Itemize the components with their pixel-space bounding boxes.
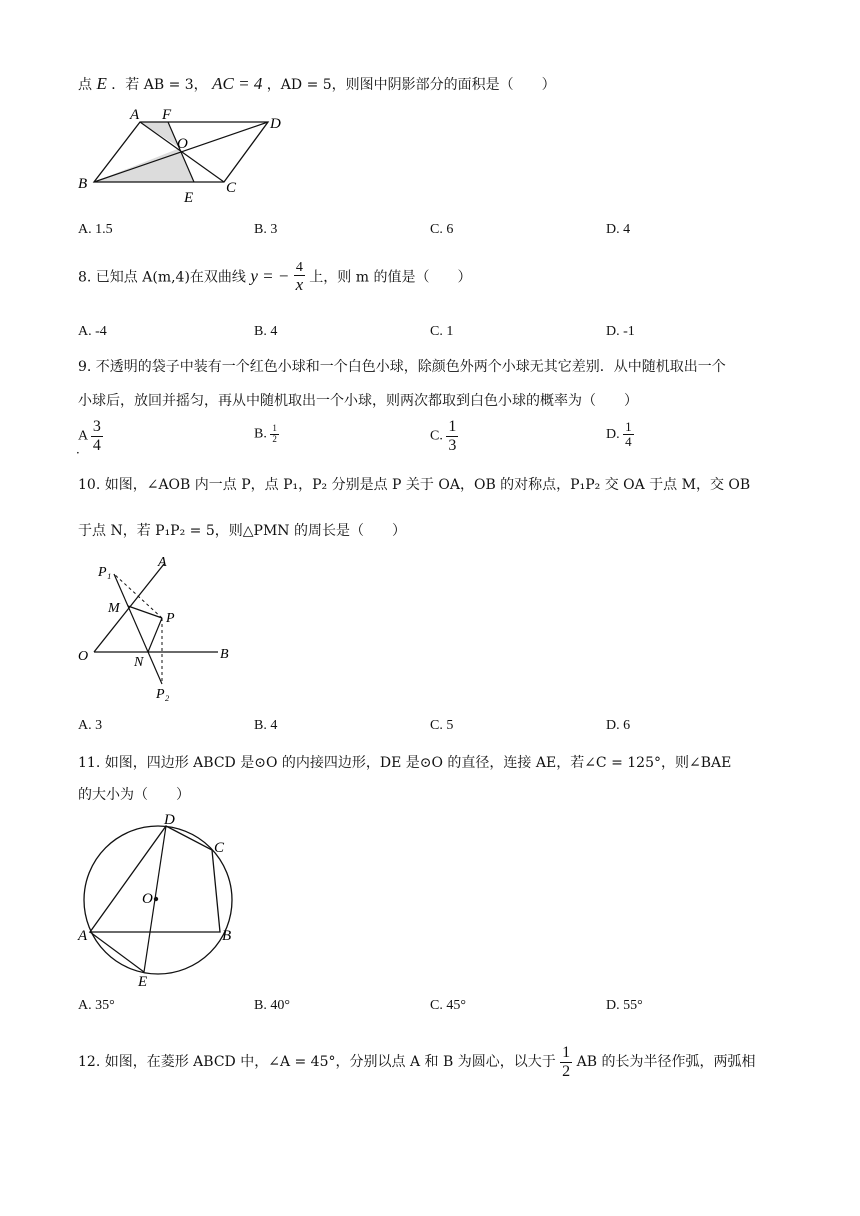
q12-stem <box>78 1044 755 1080</box>
q7-stem <box>78 74 556 94</box>
q7-stem-ac: AC = 4 <box>212 74 263 93</box>
q12-fraction-num: 1 <box>562 1044 571 1061</box>
q11-line-1: 11. 如图，四边形 ABCD 是⊙O 的内接四边形，DE 是⊙O 的直径，连接 AE，若∠C = 125°，则∠BAE <box>78 755 732 771</box>
q10-label-p1: P₁ <box>98 565 112 580</box>
q8-eq-y: y = − <box>250 266 290 286</box>
q10-dashed-pp1 <box>114 574 162 618</box>
q7-stem-point-e: E <box>96 74 107 93</box>
q9-option-d-label: D. <box>606 427 620 443</box>
q11-center-dot <box>154 897 158 901</box>
q8-option-b[interactable]: B. 4 <box>254 324 278 339</box>
q7-label-c: C <box>226 180 237 196</box>
q7-label-a: A <box>130 107 140 123</box>
q12-stem-part-a: 12. 如图，在菱形 ABCD 中，∠A = 45°，分别以点 A 和 B 为圆心，以大于 <box>78 1054 556 1071</box>
q11-option-c[interactable]: C. 45° <box>430 998 466 1013</box>
q12-fraction <box>560 1044 572 1080</box>
q9-line-2: 小球后，放回并摇匀，再从中随机取出一个小球，则两次都取到白色小球的概率为（ ） <box>78 393 638 409</box>
q11-line-2: 的大小为（ ） <box>78 787 190 803</box>
q9-option-d[interactable] <box>606 420 634 450</box>
q12-fraction-den: 2 <box>562 1062 571 1080</box>
q11-label-b: B <box>222 928 232 944</box>
q9-line-1: 9. 不透明的袋子中装有一个红色小球和一个白色小球，除颜色外两个小球无其它差别．从中随机取出一个 <box>78 359 726 375</box>
q7-option-a[interactable]: A. 1.5 <box>78 222 113 237</box>
q7-stem-part-b: ．若 AB = 3， <box>111 77 208 93</box>
q7-label-b: B <box>78 176 88 192</box>
q10-label-n: N <box>134 655 144 670</box>
q9-option-a-num: 3 <box>92 418 101 435</box>
q8-option-d[interactable]: D. -1 <box>606 324 635 339</box>
q11-option-a[interactable]: A. 35° <box>78 998 115 1013</box>
q10-label-m: M <box>108 601 120 616</box>
q11-quadrilateral-abcd <box>90 826 220 932</box>
q8-eq-fraction <box>294 260 305 295</box>
q11-segment-ae <box>90 932 144 972</box>
q10-line-1: 10. 如图，∠AOB 内一点 P，点 P₁，P₂ 分别是点 P 关于 OA，OB 的对称点，P₁P₂ 交 OA 于点 M，交 OB <box>78 477 751 493</box>
q7-label-d: D <box>270 116 281 132</box>
q9-option-a-label: A <box>78 428 88 444</box>
q10-segment-pn <box>148 618 162 652</box>
q10-option-c[interactable]: C. 5 <box>430 718 454 733</box>
q7-label-o: O <box>177 136 188 152</box>
q9-option-d-num: 1 <box>625 419 632 434</box>
q7-label-e: E <box>184 190 194 206</box>
q9-option-b[interactable] <box>254 424 279 445</box>
q10-label-p: P <box>166 611 175 626</box>
q10-label-p2: P₂ <box>156 687 170 702</box>
q7-parallelogram-figure <box>76 104 296 208</box>
q8-eq-numerator: 4 <box>295 260 303 275</box>
q7-stem-part-a: 点 <box>78 77 92 93</box>
q8-eq-denominator: x <box>295 275 304 295</box>
q11-label-a: A <box>78 928 88 944</box>
q9-option-a-dot: ． <box>76 442 89 456</box>
q7-option-b[interactable]: B. 3 <box>254 222 278 237</box>
q10-option-b[interactable]: B. 4 <box>254 718 278 733</box>
q8-stem <box>78 260 471 295</box>
q10-line-2: 于点 N，若 P₁P₂ = 5，则△PMN 的周长是（ ） <box>78 523 406 539</box>
q10-label-o: O <box>78 649 89 664</box>
q7-stem-part-d: ，AD = 5，则图中阴影部分的面积是（ ） <box>266 77 556 93</box>
q8-stem-part-b: 上，则 m 的值是（ ） <box>309 269 472 286</box>
q11-option-b[interactable]: B. 40° <box>254 998 290 1013</box>
q9-option-c-num: 1 <box>448 418 457 435</box>
q10-label-b: B <box>220 647 229 662</box>
q10-segment-pm <box>128 606 162 618</box>
q12-stem-part-b: AB 的长为半径作弧，两弧相 <box>576 1054 756 1071</box>
q11-label-o: O <box>142 891 153 907</box>
q9-option-c-label: C. <box>430 428 443 444</box>
q8-option-a[interactable]: A. -4 <box>78 324 107 339</box>
q9-option-c-fraction <box>446 418 458 454</box>
q11-label-c: C <box>214 840 225 856</box>
q9-option-a-den: 4 <box>92 436 101 454</box>
q9-option-d-fraction <box>623 420 634 450</box>
q9-option-d-den: 4 <box>625 434 632 450</box>
q9-option-b-den: 2 <box>272 433 277 444</box>
q10-option-d[interactable]: D. 6 <box>606 718 631 733</box>
q11-circle-figure <box>76 808 252 988</box>
q11-option-d[interactable]: D. 55° <box>606 998 643 1013</box>
q7-option-d[interactable]: D. 4 <box>606 222 631 237</box>
q9-option-b-num: 1 <box>272 423 277 433</box>
q11-label-e: E <box>138 974 148 988</box>
q10-label-a: A <box>158 555 167 570</box>
q11-label-d: D <box>164 812 175 828</box>
q10-option-a[interactable]: A. 3 <box>78 718 103 733</box>
q7-label-f: F <box>162 107 172 123</box>
q9-option-b-fraction <box>270 424 279 445</box>
q9-option-c[interactable] <box>430 418 458 454</box>
q8-option-c[interactable]: C. 1 <box>430 324 454 339</box>
q8-stem-part-a: 8. 已知点 A(m,4)在双曲线 <box>78 269 246 286</box>
q9-option-b-label: B. <box>254 426 267 442</box>
q9-option-a-fraction <box>91 418 103 454</box>
q9-option-c-den: 3 <box>448 436 457 454</box>
q10-reflection-figure <box>76 552 246 704</box>
q7-option-c[interactable]: C. 6 <box>430 222 454 237</box>
